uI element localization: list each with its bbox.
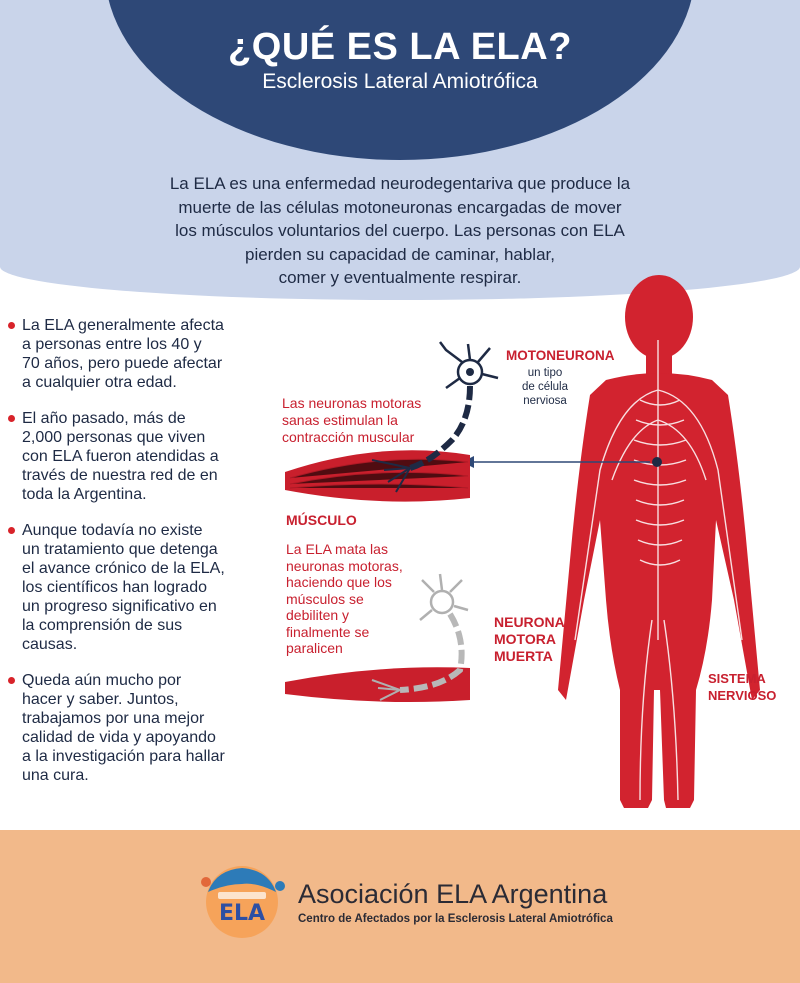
motoneuron-label: MOTONEURONA	[506, 348, 615, 363]
fact-line: trabajamos por una mejor	[22, 710, 205, 727]
caption-line: neuronas motoras,	[286, 557, 403, 574]
fact-line: hacer y saber. Juntos,	[22, 691, 179, 708]
page-subtitle: Esclerosis Lateral Amiotrófica	[262, 70, 538, 93]
ela-caption	[286, 541, 403, 657]
caption-line: debiliten y	[286, 607, 350, 623]
fact-line: el avance crónico de la ELA,	[22, 560, 225, 577]
weak-muscle-shape	[285, 667, 470, 702]
fact-line: un progreso significativo en	[22, 598, 217, 615]
fact-line: toda la Argentina.	[22, 486, 147, 503]
fact-line: a cualquier otra edad.	[22, 374, 177, 391]
fact-line: un tratamiento que detenga	[22, 541, 218, 558]
fact-line: con ELA fueron atendidas a	[22, 448, 219, 465]
label-line: MUERTA	[494, 648, 553, 664]
description-line: un tipo	[527, 367, 563, 379]
nervous-system-label	[708, 670, 776, 704]
caption-line: músculos se	[286, 590, 364, 607]
fact-line: Queda aún mucho por	[22, 672, 182, 689]
label-line: NERVIOSO	[708, 688, 777, 703]
intro-line: comer y eventualmente respirar.	[278, 268, 522, 287]
label-line: MOTORA	[494, 631, 556, 647]
dead-neuron-label	[494, 614, 565, 665]
caption-line: sanas estimulan la	[282, 412, 398, 428]
caption-line: La ELA mata las	[286, 541, 388, 557]
fact-line: causas.	[22, 636, 78, 653]
caption-line: contracción muscular	[282, 429, 415, 445]
intro-line: muerte de las células motoneuronas encargadas de mover	[178, 197, 622, 217]
motoneuron-description	[515, 366, 575, 408]
org-name: Asociación ELA Argentina	[298, 879, 608, 909]
intro-line: pierden su capacidad de caminar, hablar,	[245, 244, 555, 264]
description-line: de célula	[521, 381, 569, 393]
fact-line: El año pasado, más de	[22, 410, 186, 427]
fact-line: calidad de vida y apoyando	[22, 729, 216, 746]
spinal-point-icon	[652, 457, 662, 467]
description-line: nerviosa	[523, 395, 567, 407]
fact-line: Aunque todavía no existe	[22, 522, 203, 539]
caption-line: Las neuronas motoras	[282, 395, 422, 411]
fact-line: los científicos han logrado	[22, 579, 207, 596]
fact-line: 70 años, pero puede afectar	[22, 355, 223, 372]
fact-line: 2,000 personas que viven	[22, 429, 206, 446]
caption-line: haciendo que los	[286, 574, 392, 590]
fact-line: una cura.	[22, 767, 89, 784]
fact-line: través de nuestra red de en	[22, 467, 218, 484]
intro-line: los músculos voluntarios del cuerpo. Las personas con ELA	[175, 221, 625, 240]
intro-line: La ELA es una enfermedad neurodegentariva que produce la	[169, 174, 631, 193]
org-subtitle: Centro de Afectados por la Esclerosis Lateral Amiotrófica	[298, 913, 613, 925]
ela-logo-icon	[196, 862, 288, 942]
muscle-label: MÚSCULO	[286, 512, 357, 528]
fact-line: La ELA generalmente afecta	[22, 317, 224, 334]
caption-line: finalmente se	[286, 623, 370, 640]
logo-text: ELA	[218, 901, 266, 926]
label-line: SISTEMA	[708, 671, 766, 686]
caption-line: paralicen	[286, 640, 343, 656]
page-title: ¿QUÉ ES LA ELA?	[228, 26, 572, 68]
fact-line: a personas entre los 40 y	[22, 336, 202, 353]
label-line: NEURONA	[494, 614, 565, 630]
fact-line: a la investigación para hallar	[22, 748, 225, 765]
fact-line: la comprensión de sus	[22, 617, 183, 634]
healthy-caption	[282, 395, 421, 446]
